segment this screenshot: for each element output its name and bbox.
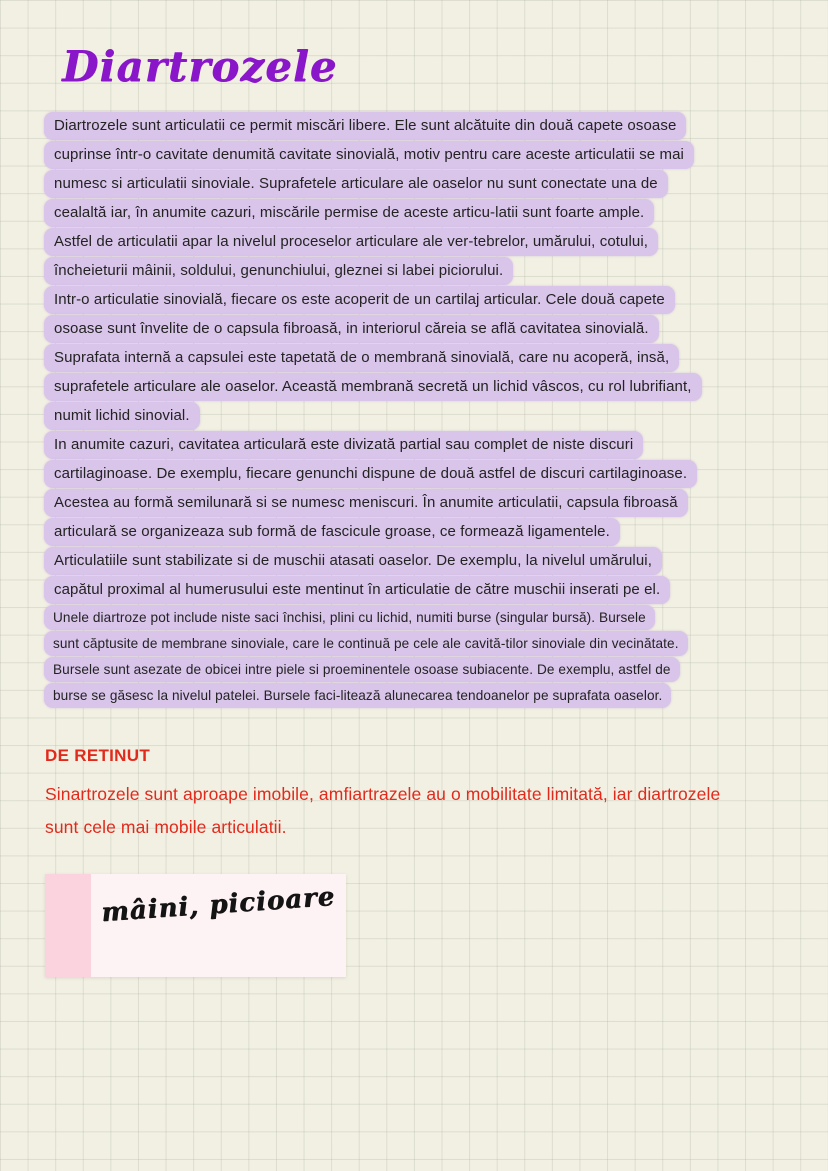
note-line (44, 286, 816, 315)
highlighted-text: articulară se organizeaza sub formă de fascicule groase, ce formează ligamentele. (44, 518, 620, 546)
note-line (44, 460, 816, 489)
note-line (44, 683, 816, 709)
highlighted-text: numit lichid sinovial. (44, 402, 200, 430)
highlighted-text: suprafetele articulare ale oaselor. Această membrană secretă un lichid vâscos, cu rol lubrifiant, (44, 373, 702, 401)
note-line (44, 315, 816, 344)
note-line (44, 657, 816, 683)
note-line (44, 257, 816, 286)
highlighted-text: Intr-o articulatie sinovială, fiecare os este acoperit de un cartilaj articular. Cele două capete (44, 286, 675, 314)
key-takeaway-line: Sinartrozele sunt aproape imobile, amfiartrazele au o mobilitate limitată, iar diartrozele (45, 784, 721, 804)
highlighted-text: burse se găsesc la nivelul patelei. Bursele faci-litează alunecarea tendoanelor pe suprafata oaselor. (44, 683, 671, 708)
highlighted-text: Articulatiile sunt stabilizate si de muschii atasati oaselor. De exemplu, la nivelul umărului, (44, 547, 662, 575)
key-takeaway-section (45, 746, 825, 844)
highlighted-text: Suprafata internă a capsulei este tapetată de o membrană sinovială, care nu acoperă, insă, (44, 344, 679, 372)
key-takeaway-line: sunt cele mai mobile articulatii. (45, 817, 287, 837)
highlighted-text: Astfel de articulatii apar la nivelul proceselor articulare ale ver-tebrelor, umărului, cotului, (44, 228, 658, 256)
note-line (44, 170, 816, 199)
highlighted-text: cealaltă iar, în anumite cazuri, miscările permise de aceste articu-latii sunt foarte ample. (44, 199, 654, 227)
highlighted-text: Unele diartroze pot include niste saci închisi, plini cu lichid, numiti burse (singular bursă). Bursele (44, 605, 655, 630)
note-line (44, 489, 816, 518)
highlighted-text: Diartrozele sunt articulatii ce permit miscări libere. Ele sunt alcătuite din două capete osoase (44, 112, 686, 140)
sticky-note[interactable] (45, 874, 346, 977)
sticky-note-text: mâini, picioare (100, 881, 337, 929)
highlighted-text: numesc si articulatii sinoviale. Suprafetele articulare ale oaselor nu sunt conectate una de (44, 170, 668, 198)
highlighted-text: cuprinse într-o cavitate denumită cavitate sinovială, motiv pentru care aceste articulatii se mai (44, 141, 694, 169)
note-line (44, 141, 816, 170)
note-line (44, 373, 816, 402)
note-line (44, 344, 816, 373)
note-line (44, 631, 816, 657)
highlighted-text: cartilaginoase. De exemplu, fiecare genunchi dispune de două astfel de discuri cartilaginoase. (44, 460, 697, 488)
highlighted-text: capătul proximal al humerusului este mentinut în articulatie de către muschii inserati pe el. (44, 576, 670, 604)
sticky-note-edge (45, 874, 91, 977)
highlighted-text: sunt căptusite de membrane sinoviale, care le continuă pe cele ale cavită-tilor sinoviale din vecinătate. (44, 631, 688, 656)
highlighted-text: osoase sunt învelite de o capsula fibroasă, in interiorul căreia se află cavitatea sinovială. (44, 315, 659, 343)
note-line (44, 605, 816, 631)
highlighted-text: încheieturii mâinii, soldului, genunchiului, gleznei si labei piciorului. (44, 257, 513, 285)
note-line (44, 199, 816, 228)
highlighted-text: In anumite cazuri, cavitatea articulară este divizată partial sau complet de niste discuri (44, 431, 643, 459)
note-line (44, 228, 816, 257)
note-line (44, 576, 816, 605)
note-line (44, 112, 816, 141)
page-title: Diartrozele (62, 42, 338, 91)
notes-body (44, 112, 816, 709)
highlighted-text: Acestea au formă semilunară si se numesc meniscuri. În anumite articulatii, capsula fibroasă (44, 489, 688, 517)
note-line (44, 518, 816, 547)
key-takeaway-heading: DE RETINUT (45, 746, 150, 765)
highlighted-text: Bursele sunt asezate de obicei intre piele si proeminentele osoase subiacente. De exemplu, astfel de (44, 657, 680, 682)
note-line (44, 402, 816, 431)
note-line (44, 547, 816, 576)
note-line (44, 431, 816, 460)
